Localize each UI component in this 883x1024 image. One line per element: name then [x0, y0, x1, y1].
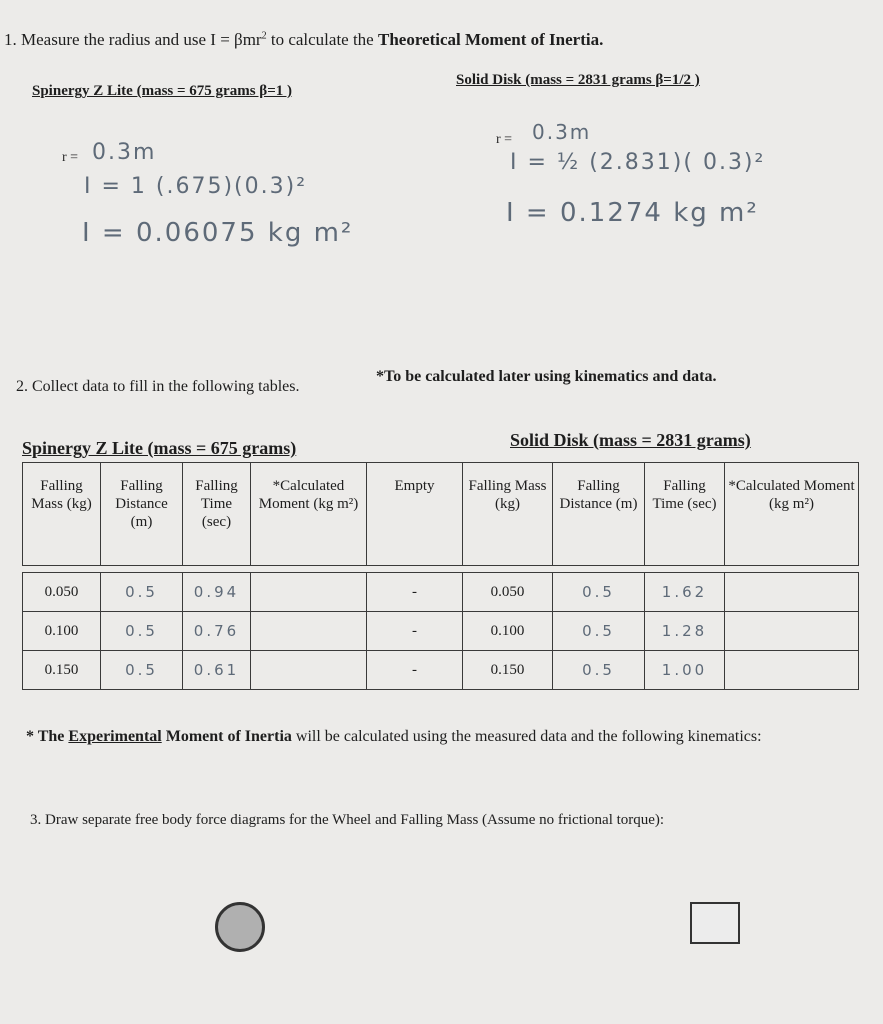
question-2-note: *To be calculated later using kinematics and data. [376, 368, 717, 385]
question-1 [4, 30, 603, 50]
table-row [23, 651, 859, 690]
cell-disk-moment [725, 651, 859, 690]
header-disk-calculated-moment: *Calculated Moment (kg m²) [725, 463, 859, 566]
q1-text: 1. Measure the radius and use I = βmr [4, 30, 262, 49]
header-falling-distance: Falling Distance (m) [101, 463, 183, 566]
table-gap-row [23, 566, 859, 573]
data-table [22, 462, 859, 690]
spinergy-result-line: I = 0.06075 kg m² [82, 218, 354, 248]
table-row [23, 573, 859, 612]
q1-text-after: to calculate the [266, 30, 378, 49]
cell-distance: 0.5 [101, 612, 183, 651]
cell-empty: - [367, 612, 463, 651]
cell-disk-distance: 0.5 [553, 651, 645, 690]
q1-superscript: 2 [261, 30, 267, 42]
cell-time: 0.94 [183, 573, 251, 612]
spinergy-heading: Spinergy Z Lite (mass = 675 grams β=1 ) [32, 83, 292, 99]
cell-distance: 0.5 [101, 651, 183, 690]
header-disk-falling-time: Falling Time (sec) [645, 463, 725, 566]
question-3: 3. Draw separate free body force diagrams for the Wheel and Falling Mass (Assume no frictional torque): [30, 812, 665, 828]
experimental-note [26, 722, 856, 752]
note-pre: The [34, 728, 69, 745]
header-empty: Empty [367, 463, 463, 566]
note-bold-term: Moment of Inertia [161, 728, 292, 745]
wheel-circle-shape [215, 902, 265, 952]
cell-disk-mass: 0.050 [463, 573, 553, 612]
header-disk-falling-distance: Falling Distance (m) [553, 463, 645, 566]
cell-empty: - [367, 651, 463, 690]
cell-moment [251, 651, 367, 690]
cell-disk-moment [725, 573, 859, 612]
header-falling-time: Falling Time (sec) [183, 463, 251, 566]
disk-result-line: I = 0.1274 kg m² [506, 198, 759, 228]
spinergy-calc-line: I = 1 (.675)(0.3)² [84, 174, 308, 199]
cell-moment [251, 612, 367, 651]
q1-bold-term: Theoretical Moment of Inertia. [377, 30, 604, 49]
table-title-disk: Solid Disk (mass = 2831 grams) [510, 430, 751, 450]
cell-mass: 0.050 [23, 573, 101, 612]
table-row [23, 612, 859, 651]
cell-mass: 0.150 [23, 651, 101, 690]
cell-disk-time: 1.62 [645, 573, 725, 612]
cell-time: 0.76 [183, 612, 251, 651]
header-falling-mass: Falling Mass (kg) [23, 463, 101, 566]
cell-distance: 0.5 [101, 573, 183, 612]
table-title-spinergy: Spinergy Z Lite (mass = 675 grams) [22, 438, 297, 458]
cell-empty: - [367, 573, 463, 612]
note-underlined-term: Experimental [68, 728, 162, 745]
cell-disk-time: 1.00 [645, 651, 725, 690]
spinergy-r-value: 0.3m [92, 140, 157, 165]
note-asterisk: * [26, 728, 34, 745]
cell-disk-mass: 0.100 [463, 612, 553, 651]
disk-calc-line: I = ½ (2.831)( 0.3)² [510, 150, 766, 175]
spinergy-r-label: r = [62, 150, 79, 165]
cell-moment [251, 573, 367, 612]
disk-r-label: r = [496, 132, 513, 147]
header-calculated-moment: *Calculated Moment (kg m²) [251, 463, 367, 566]
disk-heading: Solid Disk (mass = 2831 grams β=1/2 ) [456, 72, 700, 88]
cell-disk-moment [725, 612, 859, 651]
falling-mass-square-shape [690, 902, 740, 944]
cell-disk-time: 1.28 [645, 612, 725, 651]
note-post: will be calculated using the measured data and the following kinematics: [291, 728, 762, 745]
cell-time: 0.61 [183, 651, 251, 690]
cell-mass: 0.100 [23, 612, 101, 651]
cell-disk-distance: 0.5 [553, 612, 645, 651]
question-2: 2. Collect data to fill in the following tables. [16, 378, 300, 395]
disk-r-value: 0.3m [532, 120, 592, 144]
header-disk-falling-mass: Falling Mass (kg) [463, 463, 553, 566]
cell-disk-mass: 0.150 [463, 651, 553, 690]
cell-disk-distance: 0.5 [553, 573, 645, 612]
